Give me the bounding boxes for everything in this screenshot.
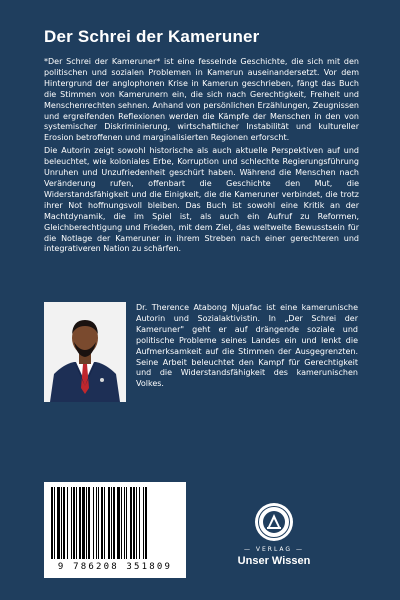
barcode-bar (67, 487, 68, 559)
barcode-bar (79, 487, 81, 559)
barcode-bar (143, 487, 144, 559)
barcode-bar (86, 487, 87, 559)
barcode-bar (96, 487, 97, 559)
barcode-bar (82, 487, 85, 559)
publisher-mark (224, 500, 324, 570)
author-photo (44, 302, 126, 402)
barcode-bar (124, 487, 125, 559)
barcode-bar (108, 487, 110, 559)
barcode-bar (104, 487, 105, 559)
barcode-bar (51, 487, 53, 559)
isbn-number: 9 786208 351809 (57, 562, 173, 572)
barcode-bar (130, 487, 132, 559)
barcode-bar (98, 487, 99, 559)
barcode-bar (133, 487, 135, 559)
isbn-barcode (44, 482, 186, 578)
barcode-bar (57, 487, 60, 559)
author-portrait-icon (44, 302, 126, 402)
publisher-verlag-label: — VERLAG — (243, 546, 304, 553)
barcode-bar (126, 487, 127, 559)
publisher-logo-icon (224, 500, 324, 546)
publisher-name: Unser Wissen (237, 555, 311, 567)
barcode-bar (54, 487, 55, 559)
barcode-bar (136, 487, 137, 559)
barcode-bar (71, 487, 72, 559)
barcode-bar (139, 487, 140, 559)
barcode-bar (117, 487, 120, 559)
barcode-icon (49, 487, 181, 561)
barcode-bar (93, 487, 94, 559)
barcode-bar (88, 487, 90, 559)
author-bio: Dr. Therence Atabong Njuafac ist eine kamerunische Autorin und Sozialaktivistin. In „Der Schrei der Kameruner" geht er auf drängende soziale und politische Probleme seines Landes ein und lenkt die Aufmerksamkeit auf die Stimmen der Ausgegrenzten. Seine Arbeit beleuchtet den Kampf für Gerechtigkeit und die Widerstandsfähigkeit des kamerunischen Volkes. (136, 303, 358, 389)
barcode-bar (73, 487, 75, 559)
barcode-bar (121, 487, 122, 559)
barcode-bar (145, 487, 147, 559)
barcode-bar (63, 487, 65, 559)
description-paragraph-1: *Der Schrei der Kameruner* ist eine fesselnde Geschichte, die sich mit den politischen und sozialen Problemen in Kamerun auseinandersetzt. Vor dem Hintergrund der anglophonen Krise in Kamerun geschrieben, fängt das Buch die Stimmen von Kamerunern ein, die sich nach Gerechtigkeit, Freiheit und Menschenrechten sehnen. Anhand von persönlichen Erzählungen, Zeugnissen und ergreifenden Reflexionen werden die Kämpfe der Menschen in den von systemischer Diskriminierung, wirtschaftlicher Instabilität und kultureller Erosion betroffenen und marginalisierten Regionen erforscht. (44, 57, 359, 143)
barcode-bar (76, 487, 77, 559)
barcode-bar (101, 487, 103, 559)
book-title: Der Schrei der Kameruner (44, 27, 260, 46)
description-paragraph-2: Die Autorin zeigt sowohl historische als auch aktuelle Perspektiven auf und beleuchtet, wie koloniales Erbe, Korruption und schlechte Regierungsführung Unruhen und Unzufriedenheit geschürt haben. Während die Menschen nach Veränderung rufen, offenbart die Geschichte den Mut, die Widerstandsfähigkeit und die Einigkeit, die die Kameruner verbindet, die trotz ihrer Not hoffnungsvoll bleiben. Das Buch ist sowohl eine Kritik an der Machtdynamik, die im Spiel ist, als auch ein Aufruf zu Reformen, Gleichberechtigung und Frieden, mit dem Ziel, das weltweite Bewusstsein für die Notlage der Kameruner in ihrem Streben nach einer gerechteren und integrativeren Nation zu schärfen. (44, 146, 359, 254)
barcode-bar (113, 487, 115, 559)
barcode-bar (61, 487, 62, 559)
book-description (44, 57, 359, 255)
barcode-bar (111, 487, 112, 559)
